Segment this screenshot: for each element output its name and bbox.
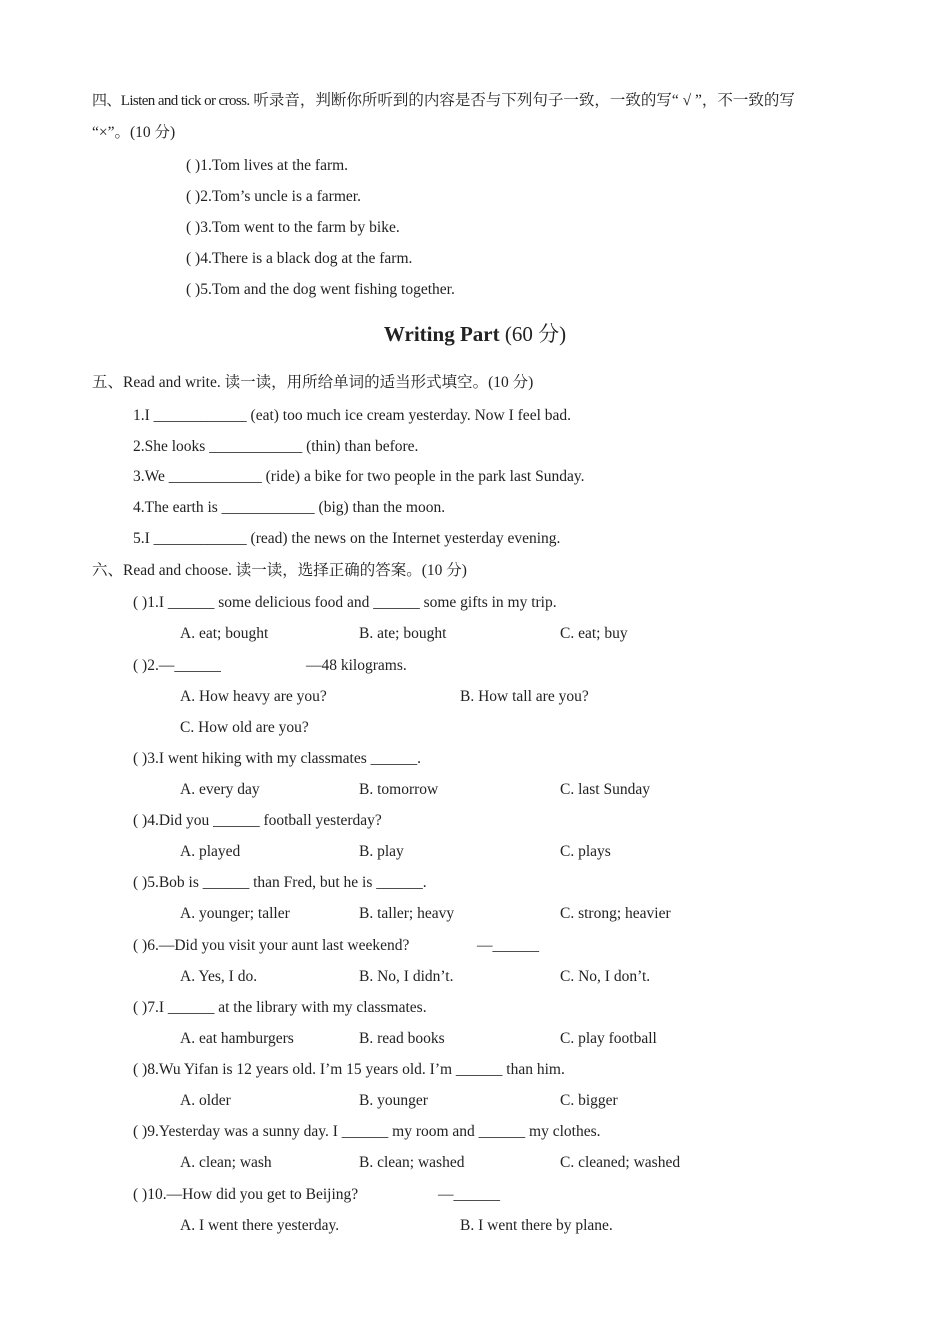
q5-option-a: A. younger; taller <box>180 905 290 922</box>
q4-option-b: B. play <box>359 843 404 860</box>
q2-option-b: B. How tall are you? <box>460 688 589 705</box>
q4-stem: ( )4.Did you ______ football yesterday? <box>133 812 382 829</box>
q2-stem: ( )2.—______ <box>133 657 221 674</box>
q5-stem: ( )5.Bob is ______ than Fred, but he is ______. <box>133 874 427 891</box>
q1-option-b: B. ate; bought <box>359 625 447 642</box>
section5-item-1: 1.I ____________ (eat) too much ice cream yesterday. Now I feel bad. <box>133 407 572 424</box>
section4-heading-en: 四、Listen and tick or cross. <box>92 93 250 109</box>
q10-option-b: B. I went there by plane. <box>460 1217 613 1234</box>
q8-option-a: A. older <box>180 1092 231 1109</box>
q3-stem: ( )3.I went hiking with my classmates ______. <box>133 750 421 767</box>
section5-item-4: 4.The earth is ____________ (big) than the moon. <box>133 499 446 516</box>
q4-option-c: C. plays <box>560 843 611 860</box>
section4-item-5: ( )5.Tom and the dog went fishing together. <box>186 281 455 298</box>
q3-option-a: A. every day <box>180 781 260 798</box>
writing-part-score: (60 分) <box>499 322 567 346</box>
q1-option-c: C. eat; buy <box>560 625 628 642</box>
section4-heading-cn: 听录音，判断你所听到的内容是否与下列句子一致，一致的写“ √ ”，不一致的写 <box>249 92 795 109</box>
q8-option-b: B. younger <box>359 1092 428 1109</box>
writing-part-label: Writing Part <box>383 322 500 346</box>
q9-option-c: C. cleaned; washed <box>560 1154 681 1171</box>
q8-stem: ( )8.Wu Yifan is 12 years old. I’m 15 years old. I’m ______ than him. <box>133 1061 565 1078</box>
q10-stem: ( )10.—How did you get to Beijing? <box>133 1186 359 1203</box>
q5-option-b: B. taller; heavy <box>359 905 455 922</box>
q2-option-c: C. How old are you? <box>180 719 309 736</box>
q10-option-a: A. I went there yesterday. <box>180 1217 340 1234</box>
q5-option-c: C. strong; heavier <box>560 905 671 922</box>
q6-stem-answer: —______ <box>477 937 539 954</box>
q1-option-a: A. eat; bought <box>180 625 269 642</box>
q6-option-c: C. No, I don’t. <box>560 968 651 985</box>
q6-stem: ( )6.—Did you visit your aunt last weekend? <box>133 937 410 954</box>
section4-item-3: ( )3.Tom went to the farm by bike. <box>186 219 400 236</box>
q10-stem-answer: —______ <box>438 1186 500 1203</box>
section5-item-3: 3.We ____________ (ride) a bike for two people in the park last Sunday. <box>133 468 585 485</box>
section5-heading: 五、Read and write. 读一读，用所给单词的适当形式填空。(10 分) <box>92 374 534 391</box>
q3-option-c: C. last Sunday <box>560 781 650 798</box>
section4-heading <box>92 91 795 111</box>
q9-stem: ( )9.Yesterday was a sunny day. I ______ my room and ______ my clothes. <box>133 1123 601 1140</box>
q9-option-b: B. clean; washed <box>359 1154 465 1171</box>
q6-option-b: B. No, I didn’t. <box>359 968 454 985</box>
q9-option-a: A. clean; wash <box>180 1154 272 1171</box>
q3-option-b: B. tomorrow <box>359 781 439 798</box>
section4-heading-cont: “×”。(10 分) <box>92 124 176 141</box>
q2-stem-answer: —48 kilograms. <box>306 657 407 674</box>
q7-option-c: C. play football <box>560 1030 657 1047</box>
q7-stem: ( )7.I ______ at the library with my classmates. <box>133 999 427 1016</box>
q2-option-a: A. How heavy are you? <box>180 688 327 705</box>
section5-item-2: 2.She looks ____________ (thin) than before. <box>133 438 419 455</box>
q1-stem: ( )1.I ______ some delicious food and ______ some gifts in my trip. <box>133 594 557 611</box>
q8-option-c: C. bigger <box>560 1092 618 1109</box>
q7-option-b: B. read books <box>359 1030 445 1047</box>
writing-part-title <box>0 321 950 347</box>
q4-option-a: A. played <box>180 843 241 860</box>
section6-heading: 六、Read and choose. 读一读，选择正确的答案。(10 分) <box>92 562 467 579</box>
q6-option-a: A. Yes, I do. <box>180 968 258 985</box>
section4-item-1: ( )1.Tom lives at the farm. <box>186 157 349 174</box>
q7-option-a: A. eat hamburgers <box>180 1030 294 1047</box>
section4-item-4: ( )4.There is a black dog at the farm. <box>186 250 413 267</box>
section5-item-5: 5.I ____________ (read) the news on the Internet yesterday evening. <box>133 530 561 547</box>
section4-item-2: ( )2.Tom’s uncle is a farmer. <box>186 188 361 205</box>
